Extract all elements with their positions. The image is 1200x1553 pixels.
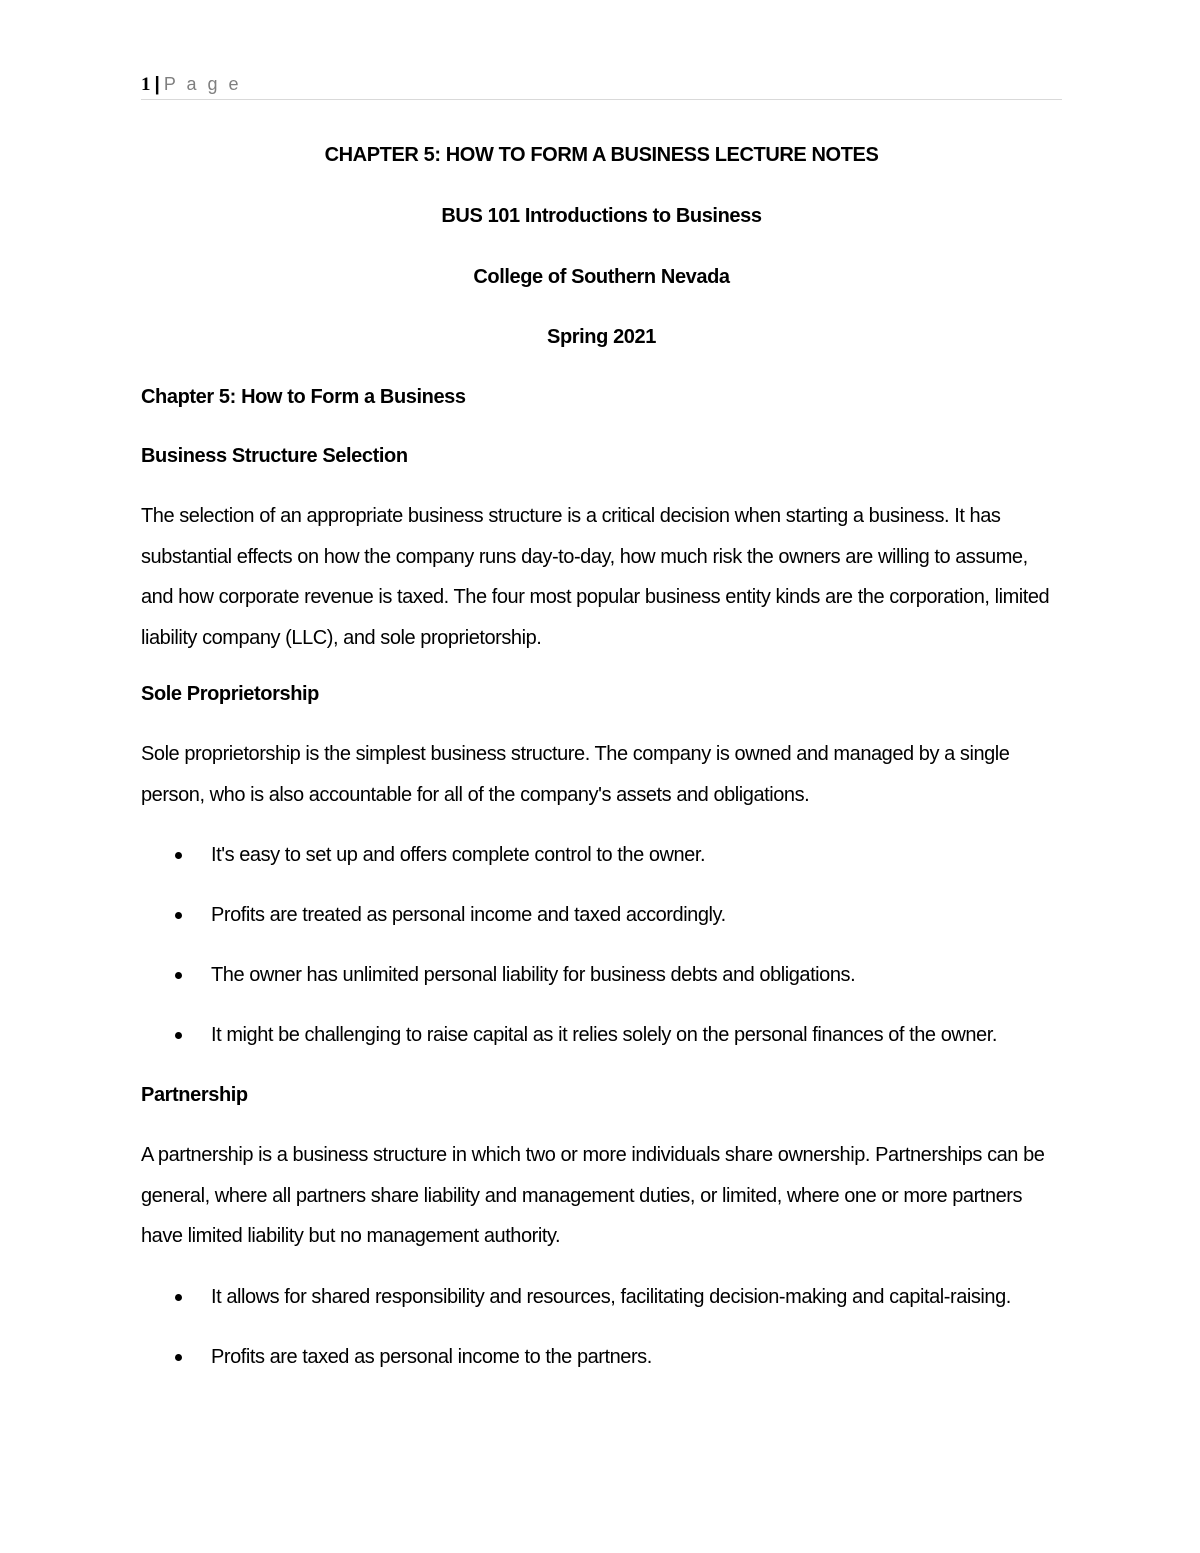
list-item: [141, 1020, 1062, 1050]
bullet-icon: [175, 972, 182, 979]
list-item-text: The owner has unlimited personal liability for business debts and obligations.: [211, 964, 856, 986]
list-item: [141, 1282, 1062, 1312]
section-heading-partnership: Partnership: [141, 1084, 248, 1106]
header-rule: [141, 99, 1062, 100]
list-item: [141, 1342, 1062, 1372]
list-item-text: Profits are treated as personal income and taxed accordingly.: [211, 904, 726, 926]
bullet-icon: [175, 912, 182, 919]
section-heading-sole-proprietorship: Sole Proprietorship: [141, 683, 319, 705]
sole-proprietorship-bullets: [141, 840, 1062, 1050]
institution-name: College of Southern Nevada: [473, 266, 730, 288]
list-item-text: It might be challenging to raise capital as it relies solely on the personal finances of the owner.: [211, 1024, 997, 1046]
page-header: [141, 74, 1062, 96]
list-item-text: It allows for shared responsibility and resources, facilitating decision-making and capital-raising.: [211, 1285, 1011, 1308]
paragraph-structure: The selection of an appropriate business structure is a critical decision when starting a business. It has substantial effects on how the company runs day-to-day, how much risk the owners are willing to assume, and how corporate revenue is taxed. The four most popular business entity kinds are the corporation, limited liability company (LLC), and sole proprietorship.: [141, 505, 1050, 649]
bullet-icon: [175, 1294, 182, 1301]
course-title: BUS 101 Introductions to Business: [441, 205, 762, 227]
bullet-icon: [175, 1354, 182, 1361]
header-separator: |: [154, 74, 160, 95]
list-item: [141, 960, 1062, 990]
page-label: P a g e: [163, 74, 242, 94]
chapter-heading: Chapter 5: How to Form a Business: [141, 386, 466, 408]
paragraph-sole-proprietorship: Sole proprietorship is the simplest business structure. The company is owned and managed by a single person, who is also accountable for all of the company's assets and obligations.: [141, 743, 1010, 806]
document-title: CHAPTER 5: HOW TO FORM A BUSINESS LECTURE NOTES: [324, 144, 879, 166]
document-body: [141, 140, 1062, 1372]
list-item-text: Profits are taxed as personal income to the partners.: [211, 1345, 652, 1368]
bullet-icon: [175, 852, 182, 859]
partnership-bullets: [141, 1282, 1062, 1372]
page-number: 1: [141, 74, 151, 95]
term: Spring 2021: [547, 326, 656, 348]
paragraph-partnership: A partnership is a business structure in which two or more individuals share ownership. Partnerships can be general, where all partners share liability and management duties, or limited, where one or more partners have limited liability but no management authority.: [141, 1144, 1045, 1247]
list-item: [141, 840, 1062, 870]
bullet-icon: [175, 1032, 182, 1039]
list-item-text: It's easy to set up and offers complete control to the owner.: [211, 844, 706, 866]
section-heading-structure: Business Structure Selection: [141, 445, 408, 467]
list-item: [141, 900, 1062, 930]
